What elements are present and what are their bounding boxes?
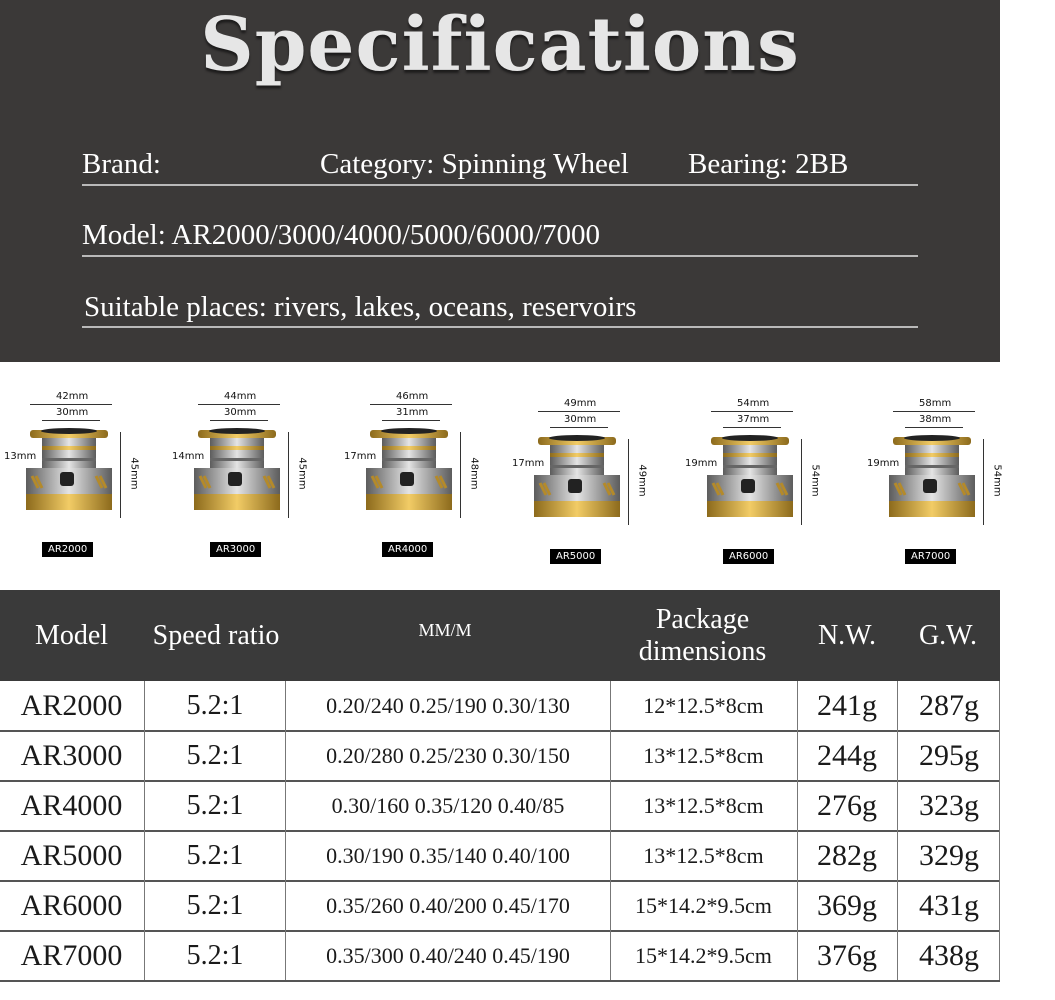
- cell-mmm: 0.20/240 0.25/190 0.30/130: [326, 693, 570, 718]
- page-title: Specifications: [200, 2, 800, 88]
- cell-package: 15*14.2*9.5cm: [635, 893, 772, 918]
- spool-model-tag: AR3000: [210, 542, 261, 557]
- cell-nw: 282g: [817, 839, 877, 872]
- spool-model-tag: AR4000: [382, 542, 433, 557]
- column-divider: [797, 681, 798, 980]
- spool-item: [867, 369, 1055, 597]
- total-height-label: 45mm: [296, 457, 308, 490]
- cell-model: AR2000: [20, 689, 123, 722]
- outer-diameter-label: 54mm: [737, 398, 770, 409]
- cell-gw: 431g: [919, 889, 979, 922]
- outer-diameter-label: 49mm: [564, 398, 597, 409]
- spool-item: [344, 362, 532, 590]
- cell-gw: 323g: [919, 789, 979, 822]
- cell-gw: 438g: [919, 939, 979, 972]
- cell-package: 13*12.5*8cm: [643, 843, 764, 868]
- inner-diameter-label: 30mm: [564, 414, 597, 425]
- cell-model: AR7000: [20, 939, 123, 972]
- inner-dim-line: [42, 420, 100, 421]
- cell-speed-ratio: 5.2:1: [186, 790, 244, 821]
- spool-image: [364, 424, 454, 522]
- table-header: [0, 590, 1000, 681]
- cell-nw: 369g: [817, 889, 877, 922]
- spec-table: [0, 590, 1000, 1000]
- column-divider: [285, 681, 286, 980]
- cell-package: 15*14.2*9.5cm: [635, 943, 772, 968]
- side-height-label: 13mm: [4, 451, 37, 462]
- cell-package: 13*12.5*8cm: [643, 793, 764, 818]
- outer-dim-line: [30, 404, 112, 405]
- spool-image: [192, 424, 282, 522]
- table-footer-strip: [0, 980, 1000, 1000]
- inner-dim-line: [550, 427, 608, 428]
- table-row: [0, 881, 1000, 931]
- cell-gw: 287g: [919, 689, 979, 722]
- table-row: [0, 781, 1000, 831]
- spool-image: [24, 424, 114, 522]
- column-divider: [610, 681, 611, 980]
- cell-mmm: 0.30/160 0.35/120 0.40/85: [331, 793, 565, 818]
- total-height-label: 49mm: [636, 464, 648, 497]
- inner-dim-line: [382, 420, 440, 421]
- model-list-text: Model: AR2000/3000/4000/5000/6000/7000: [82, 219, 600, 251]
- outer-dim-line: [711, 411, 793, 412]
- table-row: [0, 681, 1000, 731]
- outer-dim-line: [370, 404, 452, 405]
- brand-label: Brand:: [82, 148, 161, 180]
- cell-mmm: 0.35/300 0.40/240 0.45/190: [326, 943, 570, 968]
- brand-category-row: [82, 147, 918, 186]
- bearing-text: Bearing: 2BB: [688, 148, 849, 180]
- cell-model: AR5000: [20, 839, 123, 872]
- side-height-label: 19mm: [867, 458, 900, 469]
- spool-item: [685, 369, 873, 597]
- cell-gw: 295g: [919, 739, 979, 772]
- cell-nw: 376g: [817, 939, 877, 972]
- inner-dim-line: [905, 427, 963, 428]
- cell-mmm: 0.30/190 0.35/140 0.40/100: [326, 843, 570, 868]
- spool-image: [887, 431, 977, 529]
- cell-package: 12*12.5*8cm: [643, 693, 764, 718]
- cell-package: 13*12.5*8cm: [643, 743, 764, 768]
- header-gw: G.W.: [918, 619, 978, 651]
- spool-image: [705, 431, 795, 529]
- column-divider: [897, 681, 898, 980]
- spool-item: [512, 369, 700, 597]
- spool-model-tag: AR2000: [42, 542, 93, 557]
- spool-model-tag: AR5000: [550, 549, 601, 564]
- cell-speed-ratio: 5.2:1: [186, 690, 244, 721]
- header-mmm: MM/M: [418, 620, 472, 640]
- table-row: [0, 931, 1000, 981]
- outer-dim-line: [198, 404, 280, 405]
- side-height-label: 14mm: [172, 451, 205, 462]
- cell-speed-ratio: 5.2:1: [186, 940, 244, 971]
- outer-diameter-label: 58mm: [919, 398, 952, 409]
- height-dim-line: [120, 432, 121, 518]
- header-nw: N.W.: [817, 619, 877, 651]
- places-row: [82, 290, 918, 328]
- table-row: [0, 731, 1000, 781]
- spool-dimension-illustrations: [0, 362, 1003, 590]
- height-dim-line: [983, 439, 984, 525]
- cell-nw: 276g: [817, 789, 877, 822]
- side-height-label: 17mm: [512, 458, 545, 469]
- inner-diameter-label: 38mm: [919, 414, 952, 425]
- inner-diameter-label: 31mm: [396, 407, 429, 418]
- inner-dim-line: [723, 427, 781, 428]
- spool-model-tag: AR6000: [723, 549, 774, 564]
- height-dim-line: [288, 432, 289, 518]
- category-text: Category: Spinning Wheel: [320, 148, 629, 180]
- inner-dim-line: [210, 420, 268, 421]
- table-row: [0, 831, 1000, 881]
- cell-mmm: 0.20/280 0.25/230 0.30/150: [326, 743, 570, 768]
- outer-diameter-label: 46mm: [396, 391, 429, 402]
- cell-nw: 241g: [817, 689, 877, 722]
- spool-model-tag: AR7000: [905, 549, 956, 564]
- header-model: Model: [34, 619, 109, 651]
- cell-gw: 329g: [919, 839, 979, 872]
- inner-diameter-label: 30mm: [56, 407, 89, 418]
- column-divider: [144, 681, 145, 980]
- inner-diameter-label: 37mm: [737, 414, 770, 425]
- suitable-places-text: Suitable places: rivers, lakes, oceans, reservoirs: [84, 291, 637, 323]
- header-package-dimensions: Package dimensions: [638, 603, 767, 667]
- outer-diameter-label: 44mm: [224, 391, 257, 402]
- outer-dim-line: [893, 411, 975, 412]
- inner-diameter-label: 30mm: [224, 407, 257, 418]
- spool-item: [4, 362, 192, 590]
- cell-nw: 244g: [817, 739, 877, 772]
- height-dim-line: [460, 432, 461, 518]
- model-row: [82, 218, 918, 257]
- total-height-label: 45mm: [128, 457, 140, 490]
- cell-speed-ratio: 5.2:1: [186, 840, 244, 871]
- spec-header-panel: [0, 0, 1000, 362]
- total-height-label: 48mm: [468, 457, 480, 490]
- side-height-label: 19mm: [685, 458, 718, 469]
- side-height-label: 17mm: [344, 451, 377, 462]
- outer-dim-line: [538, 411, 620, 412]
- total-height-label: 54mm: [991, 464, 1003, 497]
- header-speed-ratio: Speed ratio: [152, 619, 280, 651]
- outer-diameter-label: 42mm: [56, 391, 89, 402]
- cell-model: AR6000: [20, 889, 123, 922]
- cell-speed-ratio: 5.2:1: [186, 890, 244, 921]
- cell-mmm: 0.35/260 0.40/200 0.45/170: [326, 893, 570, 918]
- spool-image: [532, 431, 622, 529]
- spool-item: [172, 362, 360, 590]
- height-dim-line: [628, 439, 629, 525]
- column-divider: [999, 681, 1000, 980]
- total-height-label: 54mm: [809, 464, 821, 497]
- cell-model: AR4000: [20, 789, 123, 822]
- height-dim-line: [801, 439, 802, 525]
- cell-model: AR3000: [20, 739, 123, 772]
- cell-speed-ratio: 5.2:1: [186, 740, 244, 771]
